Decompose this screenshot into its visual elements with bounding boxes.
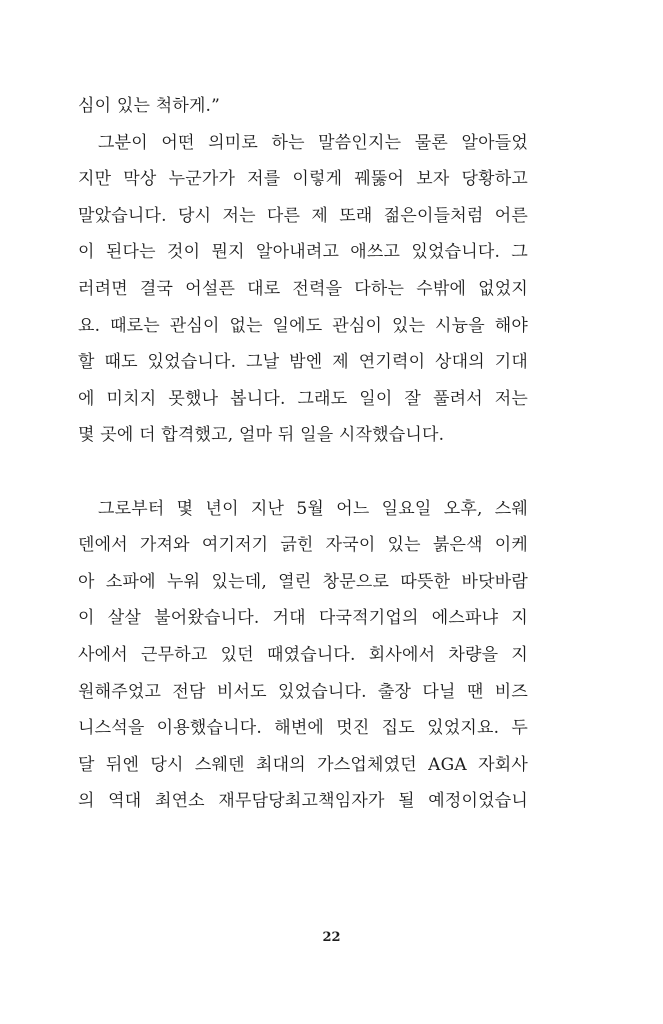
text-line: 그분이 어떤 의미로 하는 말씀인지는 물론 알아들었 — [98, 132, 528, 153]
text-line: 이 된다는 것이 뭔지 알아내려고 애쓰고 있었습니다. 그 — [78, 242, 528, 263]
text-line: 말았습니다. 당시 저는 다른 제 또래 젊은이들처럼 어른 — [78, 205, 528, 226]
text-line: 원해주었고 전담 비서도 있었습니다. 출장 다닐 땐 비즈 — [78, 681, 528, 702]
text-line: 요. 때로는 관심이 없는 일에도 관심이 있는 시늉을 해야 — [78, 315, 528, 336]
text-line: 지만 막상 누군가가 저를 이렇게 꿰뚫어 보자 당황하고 — [78, 169, 528, 190]
text-line: 아 소파에 누워 있는데, 열린 창문으로 따뜻한 바닷바람 — [78, 571, 528, 592]
paragraph-spacer — [78, 454, 528, 491]
text-line: 니스석을 이용했습니다. 해변에 멋진 집도 있었지요. 두 — [78, 718, 528, 739]
text-line: 러려면 결국 어설픈 대로 전력을 다하는 수밖에 없었지 — [78, 278, 528, 299]
text-line: 할 때도 있었습니다. 그날 밤엔 제 연기력이 상대의 기대 — [78, 352, 528, 373]
page-number: 22 — [322, 930, 341, 945]
body-text — [78, 88, 528, 820]
paragraph — [78, 491, 528, 820]
text-line: 덴에서 가져와 여기저기 긁힌 자국이 있는 붉은색 이케 — [78, 535, 528, 556]
text-line: 심이 있는 척하게.” — [78, 96, 221, 116]
text-line: 몇 곳에 더 합격했고, 얼마 뒤 일을 시작했습니다. — [78, 425, 445, 446]
text-line: 달 뒤엔 당시 스웨덴 최대의 가스업체였던 AGA 자회사 — [78, 754, 528, 775]
paragraph — [78, 125, 528, 454]
text-line: 이 살살 불어왔습니다. 거대 다국적기업의 에스파냐 지 — [78, 608, 528, 629]
paragraph — [78, 88, 528, 125]
text-line: 사에서 근무하고 있던 때였습니다. 회사에서 차량을 지 — [78, 644, 528, 665]
text-line: 그로부터 몇 년이 지난 5월 어느 일요일 오후, 스웨 — [98, 498, 528, 519]
text-line: 의 역대 최연소 재무담당최고책임자가 될 예정이었습니 — [78, 791, 528, 812]
text-line: 에 미치지 못했나 봅니다. 그래도 일이 잘 풀려서 저는 — [78, 388, 528, 409]
